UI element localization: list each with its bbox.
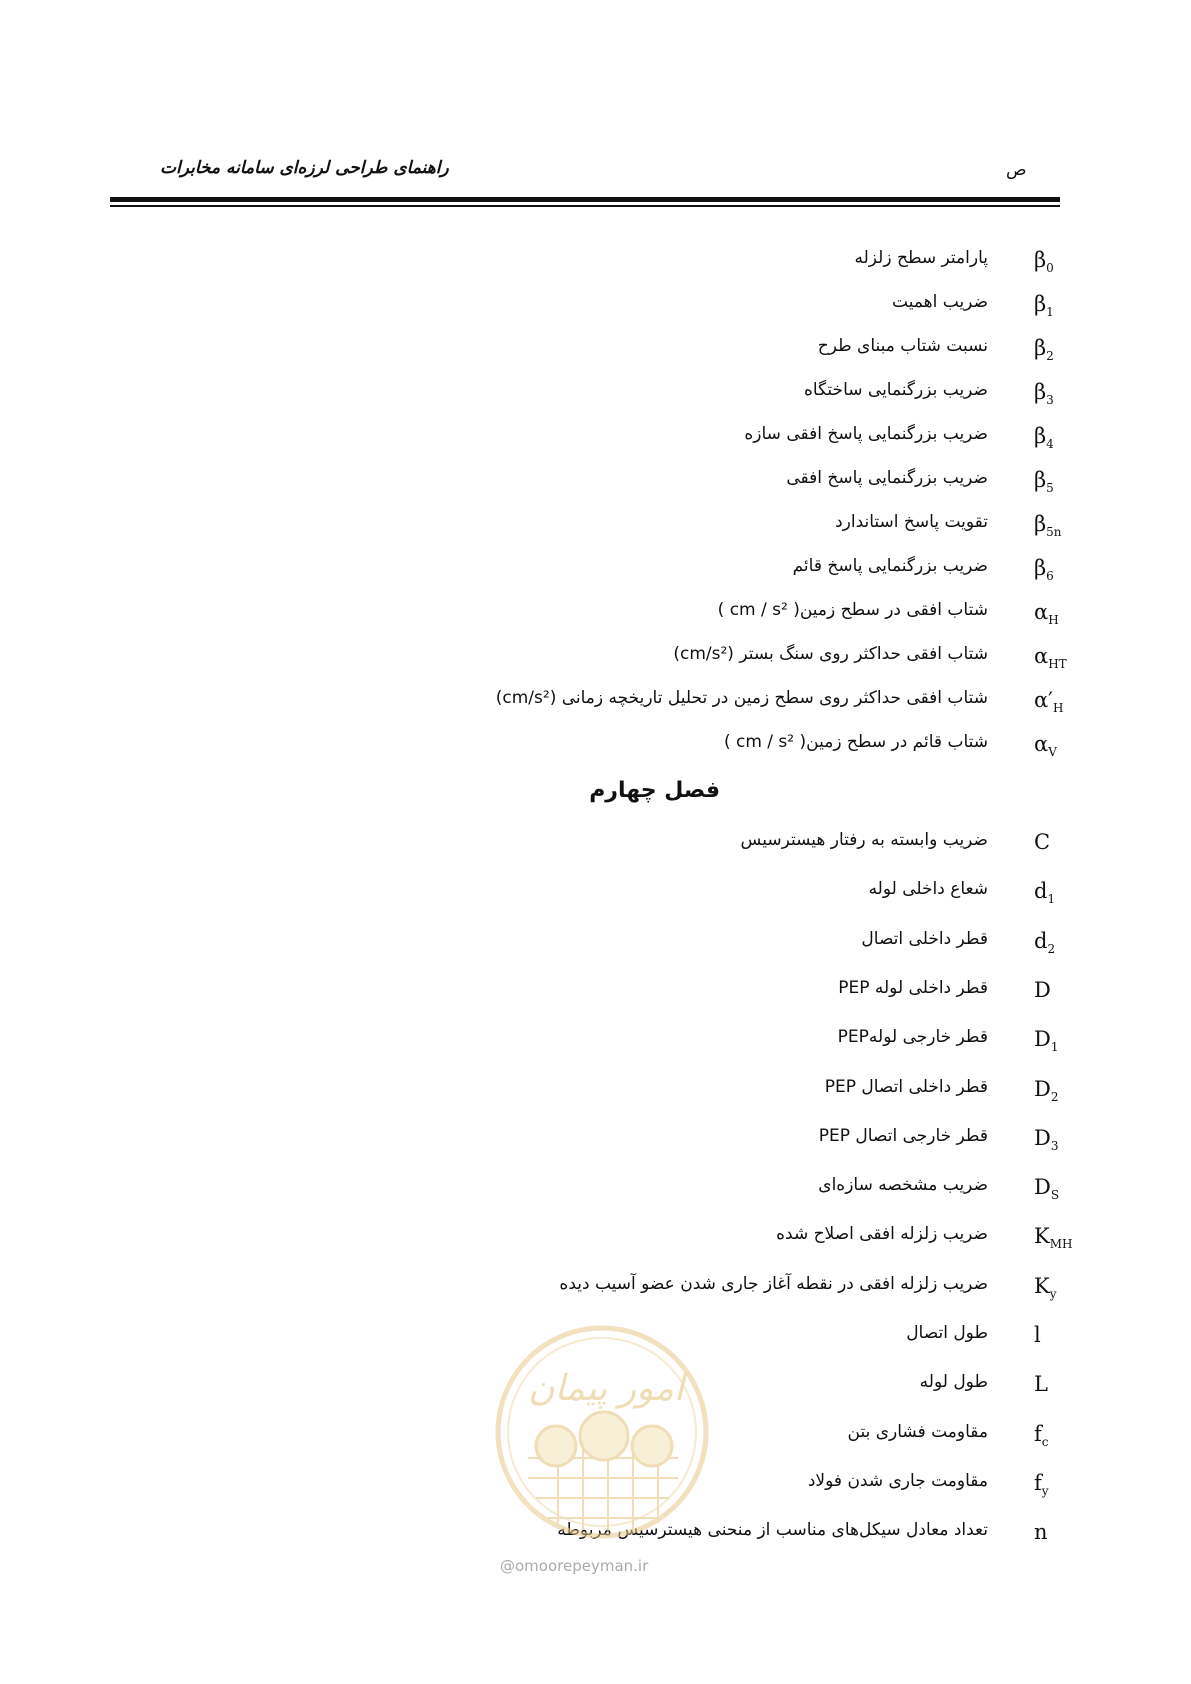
symbol-section3-row xyxy=(0,468,1191,508)
symbol-base: C xyxy=(1034,830,1051,854)
symbol-subscript: 2 xyxy=(1050,1089,1059,1104)
symbol-subscript: y xyxy=(1041,1484,1049,1499)
symbol-description: ضریب بزرگنمایی پاسخ قائم xyxy=(792,556,988,576)
symbol-base: l xyxy=(1034,1323,1041,1347)
symbol-subscript: y xyxy=(1049,1286,1057,1301)
symbol-base: β xyxy=(1034,468,1047,492)
symbol-base: K xyxy=(1034,1273,1050,1298)
symbol xyxy=(1034,424,1086,451)
symbol-description: ضریب زلزله افقی در نقطه آغاز جاری شدن عضو آسیب دیده xyxy=(559,1273,988,1294)
symbol-description: قطر خارجی لولهPEP xyxy=(837,1027,988,1048)
symbol-subscript: 1 xyxy=(1046,305,1054,320)
symbol-description: ضریب زلزله افقی اصلاح شده xyxy=(776,1224,988,1245)
symbol xyxy=(1034,556,1086,583)
symbol-section3-row xyxy=(0,688,1191,728)
symbol xyxy=(1034,879,1086,906)
symbol-subscript: HT xyxy=(1048,657,1067,672)
symbol-section3-row xyxy=(0,292,1191,332)
symbol-description: قطر داخلی اتصال PEP xyxy=(824,1076,988,1097)
symbol-section3-row xyxy=(0,336,1191,376)
symbol-base: d xyxy=(1034,879,1048,904)
symbol-section3-row xyxy=(0,600,1191,640)
symbol-section3-row xyxy=(0,556,1191,596)
symbol-subscript: 3 xyxy=(1050,1138,1059,1153)
symbol xyxy=(1034,1126,1086,1153)
symbol xyxy=(1034,978,1086,1002)
symbol-description: مقاومت فشاری بتن xyxy=(847,1421,988,1442)
symbol-base: β xyxy=(1034,556,1047,580)
symbol-base: D xyxy=(1034,1076,1051,1101)
symbol-section4-row xyxy=(0,1224,1191,1264)
symbol-subscript: 2 xyxy=(1046,349,1054,364)
symbol-base: D xyxy=(1034,1027,1051,1052)
symbol-base: α′ xyxy=(1034,688,1053,712)
symbol-base: α xyxy=(1034,732,1049,756)
symbol-subscript: V xyxy=(1048,745,1057,760)
symbol xyxy=(1034,1422,1086,1449)
symbol-section3-row xyxy=(0,248,1191,288)
symbol-section4-row xyxy=(0,929,1191,969)
symbol-subscript: 2 xyxy=(1047,941,1056,956)
symbol-description: ضریب بزرگنمایی پاسخ افقی xyxy=(786,468,988,488)
symbol xyxy=(1034,1471,1086,1498)
symbol-section4-row xyxy=(0,1175,1191,1215)
symbol-description: شعاع داخلی لوله xyxy=(868,879,988,900)
symbol-description: شتاب قائم در سطح زمین( cm / s² ) xyxy=(723,732,988,752)
page-number-label: ص xyxy=(1006,160,1027,180)
symbol xyxy=(1034,929,1086,956)
symbol-description: تقویت پاسخ استاندارد xyxy=(835,512,988,532)
symbol-section3-row xyxy=(0,512,1191,552)
header-rule-thick xyxy=(110,197,1060,202)
symbol-base: D xyxy=(1034,1175,1051,1200)
symbol-description: طول اتصال xyxy=(906,1323,988,1343)
symbol-section3-row xyxy=(0,732,1191,772)
symbol-description: تعداد معادل سیکل‌های مناسب از منحنی هیسترسیس مربوطه xyxy=(557,1520,988,1541)
symbol-base: β xyxy=(1034,292,1047,316)
symbol-base: β xyxy=(1034,512,1047,536)
symbol-subscript: H xyxy=(1052,701,1064,716)
header-rule-thin xyxy=(110,205,1060,207)
symbol-section3-row xyxy=(0,644,1191,684)
symbol-subscript: H xyxy=(1048,613,1059,628)
symbol-base: f xyxy=(1034,1421,1042,1446)
chapter-heading: فصل چهارم xyxy=(589,778,720,803)
symbol xyxy=(1034,1027,1086,1054)
symbol-description: قطر داخلی اتصال xyxy=(861,928,988,949)
symbol-description: قطر خارجی اتصال PEP xyxy=(818,1125,988,1146)
symbol-description: ضریب بزرگنمایی ساختگاه xyxy=(803,380,988,400)
symbol-section3-row xyxy=(0,424,1191,464)
symbol xyxy=(1034,468,1086,495)
symbol xyxy=(1034,292,1086,319)
symbol-base: L xyxy=(1034,1372,1048,1397)
symbol xyxy=(1034,830,1086,854)
symbol xyxy=(1034,1077,1086,1104)
symbol-subscript: S xyxy=(1050,1188,1060,1203)
symbol-subscript: 1 xyxy=(1050,1040,1059,1055)
symbol-subscript: 5 xyxy=(1046,481,1054,496)
symbol-base: f xyxy=(1034,1470,1042,1495)
symbol xyxy=(1034,1372,1086,1396)
symbol-description: ضریب مشخصه سازه‌ای xyxy=(818,1175,988,1196)
symbol xyxy=(1034,1323,1086,1347)
symbol xyxy=(1034,600,1086,627)
symbol-section4-row xyxy=(0,978,1191,1018)
symbol-base: n xyxy=(1034,1520,1048,1545)
symbol xyxy=(1034,248,1086,275)
symbol-section4-row xyxy=(0,830,1191,870)
symbol-description: ضریب اهمیت xyxy=(892,292,988,312)
symbol-description: نسبت شتاب مبنای طرح xyxy=(817,336,988,356)
symbol-base: β xyxy=(1034,380,1047,404)
symbol-subscript: MH xyxy=(1049,1237,1073,1252)
symbol-subscript: 1 xyxy=(1047,892,1056,907)
symbol-subscript: 3 xyxy=(1046,393,1054,408)
symbol-base: D xyxy=(1034,977,1051,1002)
symbol-base: β xyxy=(1034,424,1047,448)
symbol-base: β xyxy=(1034,248,1047,272)
symbol-section4-row xyxy=(0,879,1191,919)
symbol xyxy=(1034,1175,1086,1202)
symbol-description: شتاب افقی حداکثر روی سنگ بستر (cm/s²) xyxy=(673,644,988,664)
symbol xyxy=(1034,380,1086,407)
symbol xyxy=(1034,336,1086,363)
symbol-description: ضریب بزرگنمایی پاسخ افقی سازه xyxy=(744,424,988,444)
symbol-description: پارامتر سطح زلزله xyxy=(854,248,988,268)
symbol-subscript: 5n xyxy=(1046,525,1062,540)
symbol-section4-row xyxy=(0,1077,1191,1117)
symbol-subscript: c xyxy=(1041,1434,1049,1449)
symbol-section4-row xyxy=(0,1126,1191,1166)
symbol-base: β xyxy=(1034,336,1047,360)
symbol xyxy=(1034,1520,1086,1544)
symbol-description: ضریب وابسته به رفتار هیسترسیس xyxy=(740,830,988,850)
symbol-description: شتاب افقی حداکثر روی سطح زمین در تحلیل تاریخچه زمانی (cm/s²) xyxy=(495,688,988,708)
symbol-subscript: 6 xyxy=(1046,569,1054,584)
watermark-url: @omoorepeyman.ir xyxy=(500,1557,649,1575)
symbol-base: K xyxy=(1034,1224,1050,1249)
symbol-subscript: 4 xyxy=(1046,437,1054,452)
symbol-base: α xyxy=(1034,644,1049,668)
symbol-base: α xyxy=(1034,600,1049,624)
symbol xyxy=(1034,688,1086,715)
symbol-section4-row xyxy=(0,1027,1191,1067)
symbol-base: d xyxy=(1034,928,1048,953)
symbol xyxy=(1034,644,1086,671)
symbol-subscript: 0 xyxy=(1046,261,1054,276)
symbol-section3-row xyxy=(0,380,1191,420)
document-running-title: راهنمای طراحی لرزه‌ای سامانه مخابرات xyxy=(160,158,449,178)
symbol xyxy=(1034,512,1086,539)
watermark-logo-text: امور پیمان xyxy=(528,1368,684,1409)
symbol-description: مقاومت جاری شدن فولاد xyxy=(807,1470,988,1491)
symbol xyxy=(1034,732,1086,759)
symbol xyxy=(1034,1274,1086,1301)
symbol-description: طول لوله xyxy=(919,1372,988,1393)
watermark-logo xyxy=(488,1318,716,1568)
symbol-description: قطر داخلی لوله PEP xyxy=(838,977,988,998)
symbol-section4-row xyxy=(0,1274,1191,1314)
symbol-description: شتاب افقی در سطح زمین( cm / s² ) xyxy=(717,600,988,620)
symbol xyxy=(1034,1224,1086,1251)
symbol-base: D xyxy=(1034,1125,1051,1150)
